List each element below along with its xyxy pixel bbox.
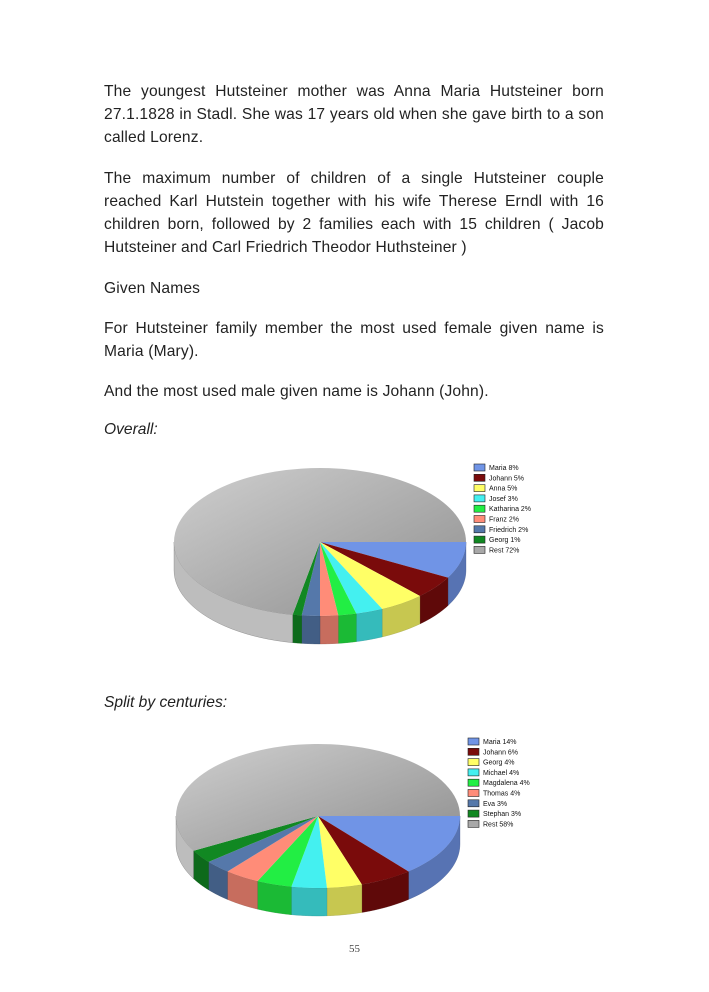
pie-side-franz (320, 615, 338, 644)
pie-side-georg (293, 615, 302, 644)
legend-label: Georg 4% (483, 759, 515, 767)
legend-label: Maria 14% (483, 739, 517, 746)
paragraph-max-children: The maximum number of children of a single Hutsteiner couple reached Karl Hutstein together with his wife Therese Erndl with 16 children born, followed by 2 families each with 15 children ( Jacob Hutsteiner and Carl Friedrich Theodor Huthsteiner ) (104, 170, 604, 256)
legend-swatch (468, 748, 479, 755)
legend-swatch (474, 474, 485, 481)
legend-label: Michael 4% (483, 769, 520, 777)
paragraph-female-name: For Hutsteiner family member the most used female given name is Maria (Mary). (104, 320, 604, 360)
legend-label: Friedrich 2% (489, 526, 529, 534)
legend-label: Thomas 4% (483, 790, 521, 798)
pie-top-slices (176, 744, 460, 888)
page-number: 55 (349, 943, 360, 955)
legend-label: Katharina 2% (489, 506, 532, 514)
paragraph-male-name: And the most used male given name is Johann (John). (104, 383, 489, 400)
legend-swatch (468, 800, 479, 807)
legend-label: Georg 1% (489, 537, 521, 545)
caption-split-by-centuries: Split by centuries: (104, 694, 228, 711)
legend-label: Eva 3% (483, 800, 508, 808)
paragraph-youngest-mother: The youngest Hutsteiner mother was Anna Maria Hutsteiner born 27.1.1828 in Stadl. She was 17 years old when she gave birth to a son called Lorenz. (104, 83, 604, 146)
legend-swatch (474, 526, 485, 533)
legend-swatch (468, 790, 479, 797)
legend-swatch (468, 759, 479, 766)
legend-swatch (474, 485, 485, 492)
pie-side-friedrich (302, 615, 320, 644)
legend-swatch (468, 810, 479, 817)
legend-swatch (474, 536, 485, 543)
legend-label: Josef 3% (489, 495, 518, 503)
legend-swatch (474, 546, 485, 553)
chart-legend (468, 738, 530, 828)
section-heading-given-names: Given Names (104, 280, 201, 297)
pie-chart-overall (0, 452, 709, 652)
legend-label: Anna 5% (489, 485, 518, 493)
pie-side-josef (356, 609, 382, 642)
pie-side-katharina (338, 614, 356, 644)
legend-label: Maria 8% (489, 465, 519, 472)
legend-label: Rest 58% (483, 821, 514, 829)
legend-swatch (468, 738, 479, 745)
legend-swatch (474, 464, 485, 471)
legend-label: Johann 6% (483, 749, 519, 757)
legend-swatch (468, 820, 479, 827)
caption-overall: Overall: (104, 421, 158, 438)
legend-swatch (474, 495, 485, 502)
legend-label: Stephan 3% (483, 811, 522, 819)
legend-swatch (474, 505, 485, 512)
legend-label: Rest 72% (489, 547, 520, 555)
chart-legend (474, 464, 531, 554)
pie-side-michael (291, 887, 327, 916)
pie-chart-split-by-centuries (0, 730, 709, 930)
pie-side-georg (327, 884, 362, 915)
legend-label: Johann 5% (489, 475, 525, 483)
legend-swatch (474, 516, 485, 523)
legend-label: Franz 2% (489, 516, 519, 524)
pie-top-slices (174, 468, 466, 616)
legend-swatch (468, 779, 479, 786)
pie-side-magdalena (258, 881, 292, 915)
legend-label: Magdalena 4% (483, 780, 530, 788)
legend-swatch (468, 769, 479, 776)
